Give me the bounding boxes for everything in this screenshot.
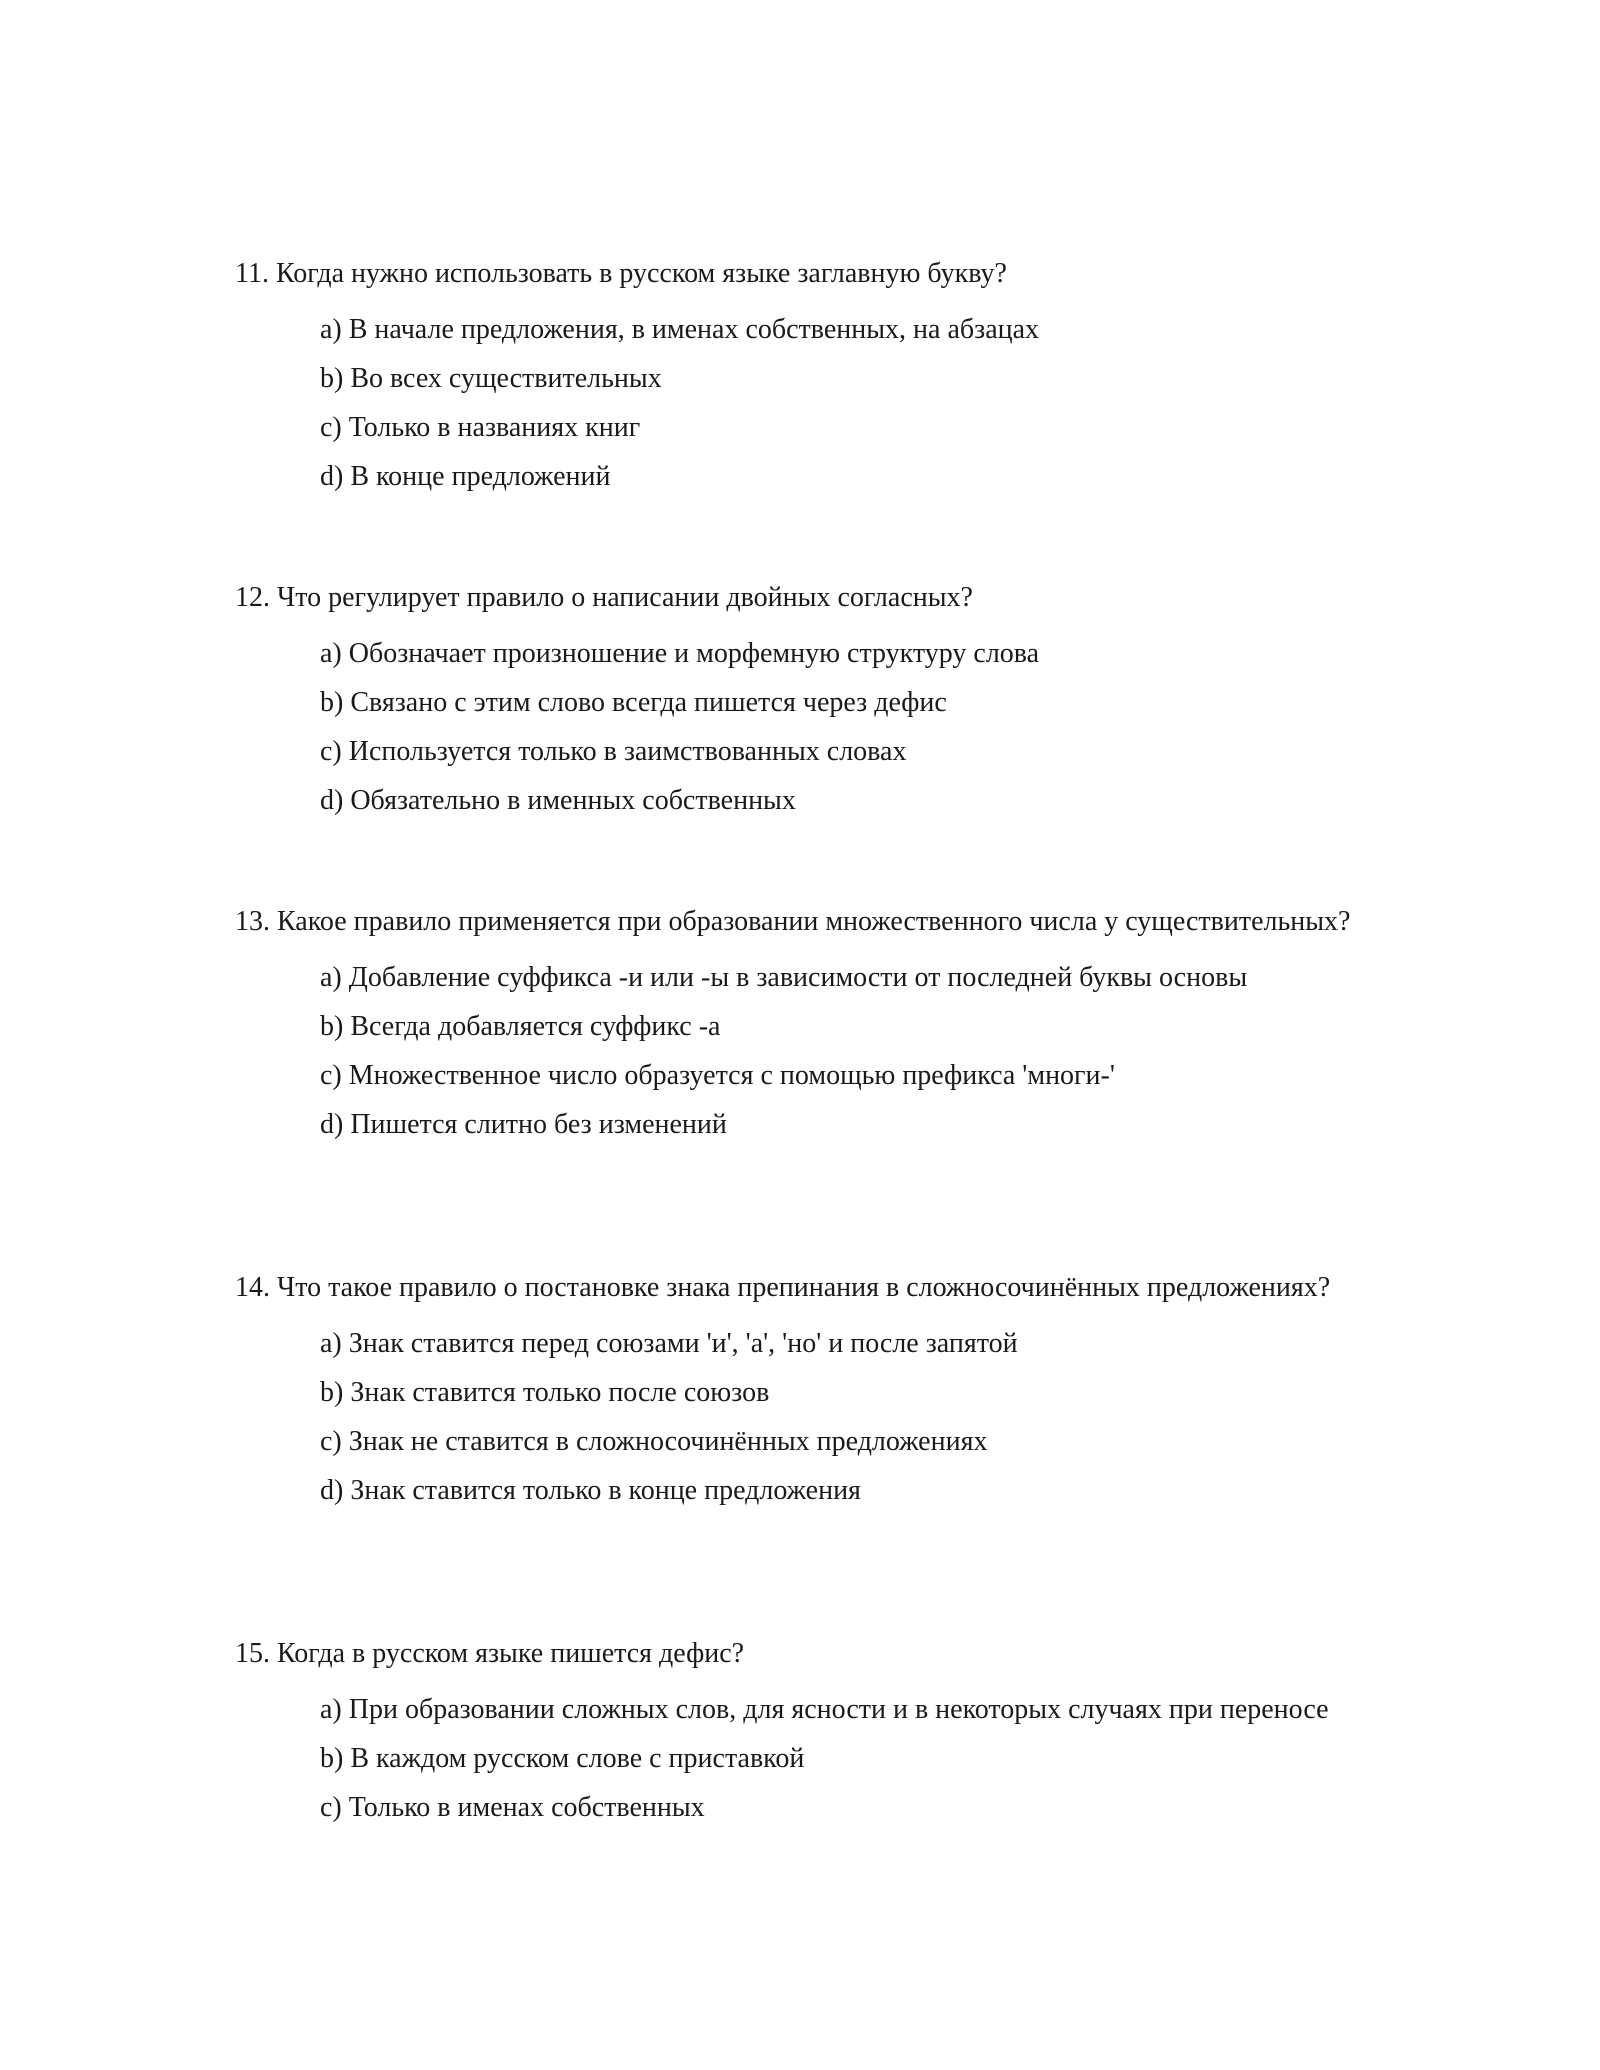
answer-option-d: d) Пишется слитно без изменений: [320, 1109, 727, 1140]
answer-options: [235, 310, 1385, 497]
answer-option-a: a) Обозначает произношение и морфемную структуру слова: [320, 638, 1040, 669]
question-text: 11. Когда нужно использовать в русском языке заглавную букву?: [235, 258, 1007, 289]
answer-option-d: d) Знак ставится только в конце предложения: [320, 1475, 861, 1506]
question-14: [235, 1268, 1385, 1520]
answer-option-b: b) Связано с этим слово всегда пишется через дефис: [320, 687, 947, 718]
answer-option-a: a) Знак ставится перед союзами 'и', 'а', 'но' и после запятой: [320, 1328, 1018, 1359]
question-text: 14. Что такое правило о постановке знака препинания в сложносочинённых предложениях?: [235, 1272, 1331, 1303]
answer-options: [235, 1690, 1385, 1828]
answer-option-a: a) В начале предложения, в именах собственных, на абзацах: [320, 314, 1040, 345]
answer-option-a: a) Добавление суффикса -и или -ы в зависимости от последней буквы основы: [320, 962, 1248, 993]
answer-options: [235, 634, 1385, 821]
question-text: 12. Что регулирует правило о написании двойных согласных?: [235, 582, 973, 613]
answer-option-d: d) Обязательно в именных собственных: [320, 785, 796, 816]
question-text: 13. Какое правило применяется при образовании множественного числа у существительных?: [235, 906, 1351, 937]
answer-option-b: b) Всегда добавляется суффикс -а: [320, 1011, 721, 1042]
answer-options: [235, 1324, 1385, 1511]
question-12: [235, 578, 1385, 830]
answer-option-c: c) Множественное число образуется с помощью префикса 'многи-': [320, 1060, 1115, 1091]
question-text: 15. Когда в русском языке пишется дефис?: [235, 1638, 745, 1669]
answer-option-c: c) Только в именах собственных: [320, 1792, 705, 1823]
question-13: [235, 902, 1385, 1154]
answer-option-b: b) Во всех существительных: [320, 363, 662, 394]
answer-option-c: c) Используется только в заимствованных словах: [320, 736, 907, 767]
question-15: [235, 1634, 1385, 1837]
answer-option-c: c) Только в названиях книг: [320, 412, 641, 443]
answer-option-b: b) Знак ставится только после союзов: [320, 1377, 770, 1408]
answer-options: [235, 958, 1385, 1145]
question-11: [235, 254, 1385, 506]
answer-option-b: b) В каждом русском слове с приставкой: [320, 1743, 805, 1774]
answer-option-c: c) Знак не ставится в сложносочинённых предложениях: [320, 1426, 988, 1457]
answer-option-d: d) В конце предложений: [320, 461, 611, 492]
answer-option-a: a) При образовании сложных слов, для ясности и в некоторых случаях при переносе: [320, 1694, 1329, 1725]
